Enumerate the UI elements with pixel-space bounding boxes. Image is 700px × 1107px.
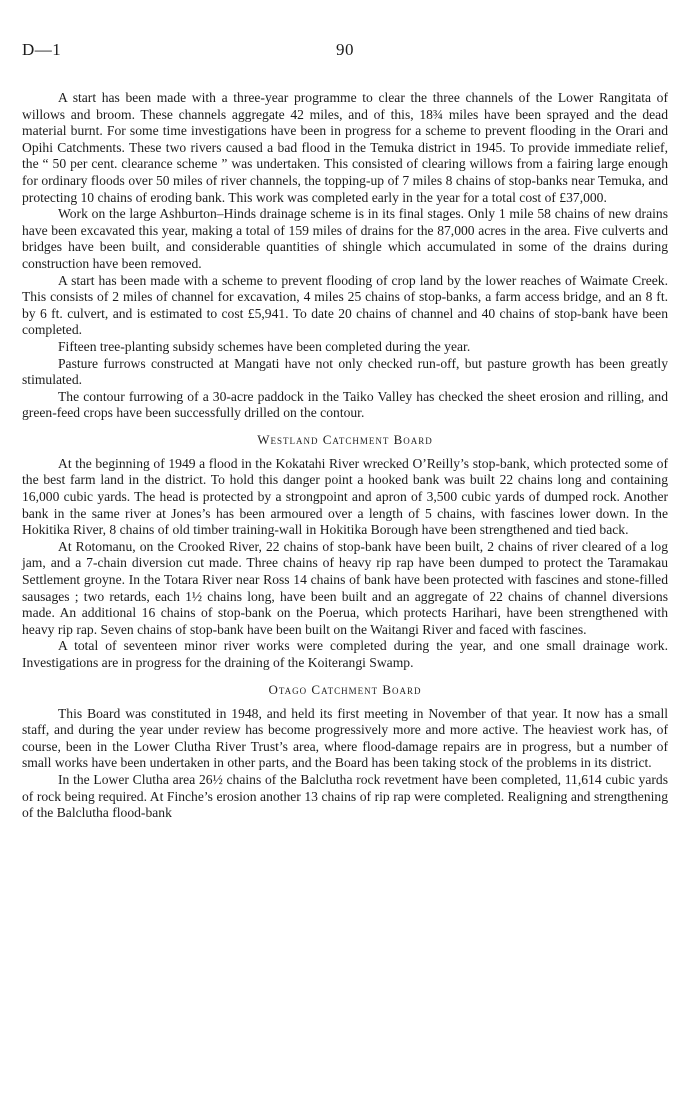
paragraph-mangati: Pasture furrows constructed at Mangati have not only checked run-off, but pasture growth has been greatly stimulated. (22, 355, 668, 388)
paragraph-taiko-valley: The contour furrowing of a 30-acre paddock in the Taiko Valley has checked the sheet erosion and rilling, and green-feed crops have been successfully drilled on the contour. (22, 388, 668, 421)
document-body (22, 90, 668, 822)
document-page (22, 40, 668, 822)
paragraph-otago-board: This Board was constituted in 1948, and held its first meeting in November of that year. It now has a small staff, and during the year under review has become progressively more and more active. The heaviest work has, of course, been in the Lower Clutha River Trust’s area, where flood-damage repairs are in progress, but a number of small works have been undertaken in other parts, and the Board has been taking stock of the problems in its district. (22, 705, 668, 771)
paragraph-kokatahi: At the beginning of 1949 a flood in the Kokatahi River wrecked O’Reilly’s stop-bank, which protected some of the best farm land in the district. To hold this danger point a hooked bank was built 22 chains long and containing 16,000 cubic yards. The head is protected by a strongpoint and apron of 3,500 cubic yards of dumped rock. Another bank in the same river at Jones’s has been armoured over a length of 5 chains, with fascines lower down. In the Hokitika River, 8 chains of old timber training-wall in Hokitika Borough have been strengthened and tied back. (22, 455, 668, 538)
paragraph-lower-clutha: In the Lower Clutha area 26½ chains of the Balclutha rock revetment have been completed, 11,614 cubic yards of rock being required. At Finche’s erosion another 13 chains of rip rap were completed. Realigning and strengthening of the Balclutha flood-bank (22, 771, 668, 821)
section-heading-otago: Otago Catchment Board (268, 681, 422, 697)
paragraph-tree-planting: Fifteen tree-planting subsidy schemes have been completed during the year. (58, 338, 471, 354)
paragraph-waimate-creek: A start has been made with a scheme to prevent flooding of crop land by the lower reaches of Waimate Creek. This consists of 2 miles of channel for excavation, 4 miles 25 chains of stop-banks, a farm access bridge, and an 8 ft. by 6 ft. culvert, and is estimated to cost £5,941. To date 20 chains of channel and 40 chains of stop-bank have been completed. (22, 272, 668, 338)
report-reference: D—1 (22, 40, 62, 59)
page-header (22, 40, 668, 68)
page-number: 90 (336, 40, 354, 59)
paragraph-rotomanu: At Rotomanu, on the Crooked River, 22 chains of stop-bank have been built, 2 chains of river cleared of a log jam, and a 7-chain diversion cut made. Three chains of heavy rip rap have been dumped to protect the Taramakau Settlement groyne. In the Totara River near Ross 14 chains of bank have been protected with fascines and stone-filled sausages ; two retards, each 1½ chains long, have been built and an aggregate of 22 chains of channel diversions made. An additional 16 chains of stop-bank on the Poerua, which protects Harihari, have been strengthened with heavy rip rap. Seven chains of stop-bank have been built on the Waitangi River and faced with fascines. (22, 538, 668, 637)
section-heading-westland: Westland Catchment Board (257, 431, 433, 447)
paragraph-rangitata: A start has been made with a three-year programme to clear the three channels of the Lower Rangitata of willows and broom. These channels aggregate 42 miles, and of this, 18¾ miles have been sprayed and the dead material burnt. For some time investigations have been in progress for a scheme to prevent flooding in the Orari and Opihi Catchments. These two rivers caused a bad flood in the Temuka district in 1945. To provide immediate relief, the “ 50 per cent. clearance scheme ” was undertaken. This consisted of clearing willows from a fairing large enough for ordinary floods over 50 miles of river channels, the topping-up of 7 miles 8 chains of stop-banks near Temuka, and protecting 10 chains of eroding bank. This work was completed early in the year for a total cost of £37,000. (22, 90, 668, 205)
paragraph-minor-works: A total of seventeen minor river works were completed during the year, and one small drainage work. Investigations are in progress for the draining of the Koiterangi Swamp. (22, 638, 668, 670)
paragraph-ashburton-hinds: Work on the large Ashburton–Hinds drainage scheme is in its final stages. Only 1 mile 58 chains of new drains have been excavated this year, making a total of 159 miles of drains for the 87,000 acres in the area. Five culverts and bridges have been built, and considerable quantities of shingle which accumulated in some of the drains during construction have been removed. (22, 206, 668, 271)
